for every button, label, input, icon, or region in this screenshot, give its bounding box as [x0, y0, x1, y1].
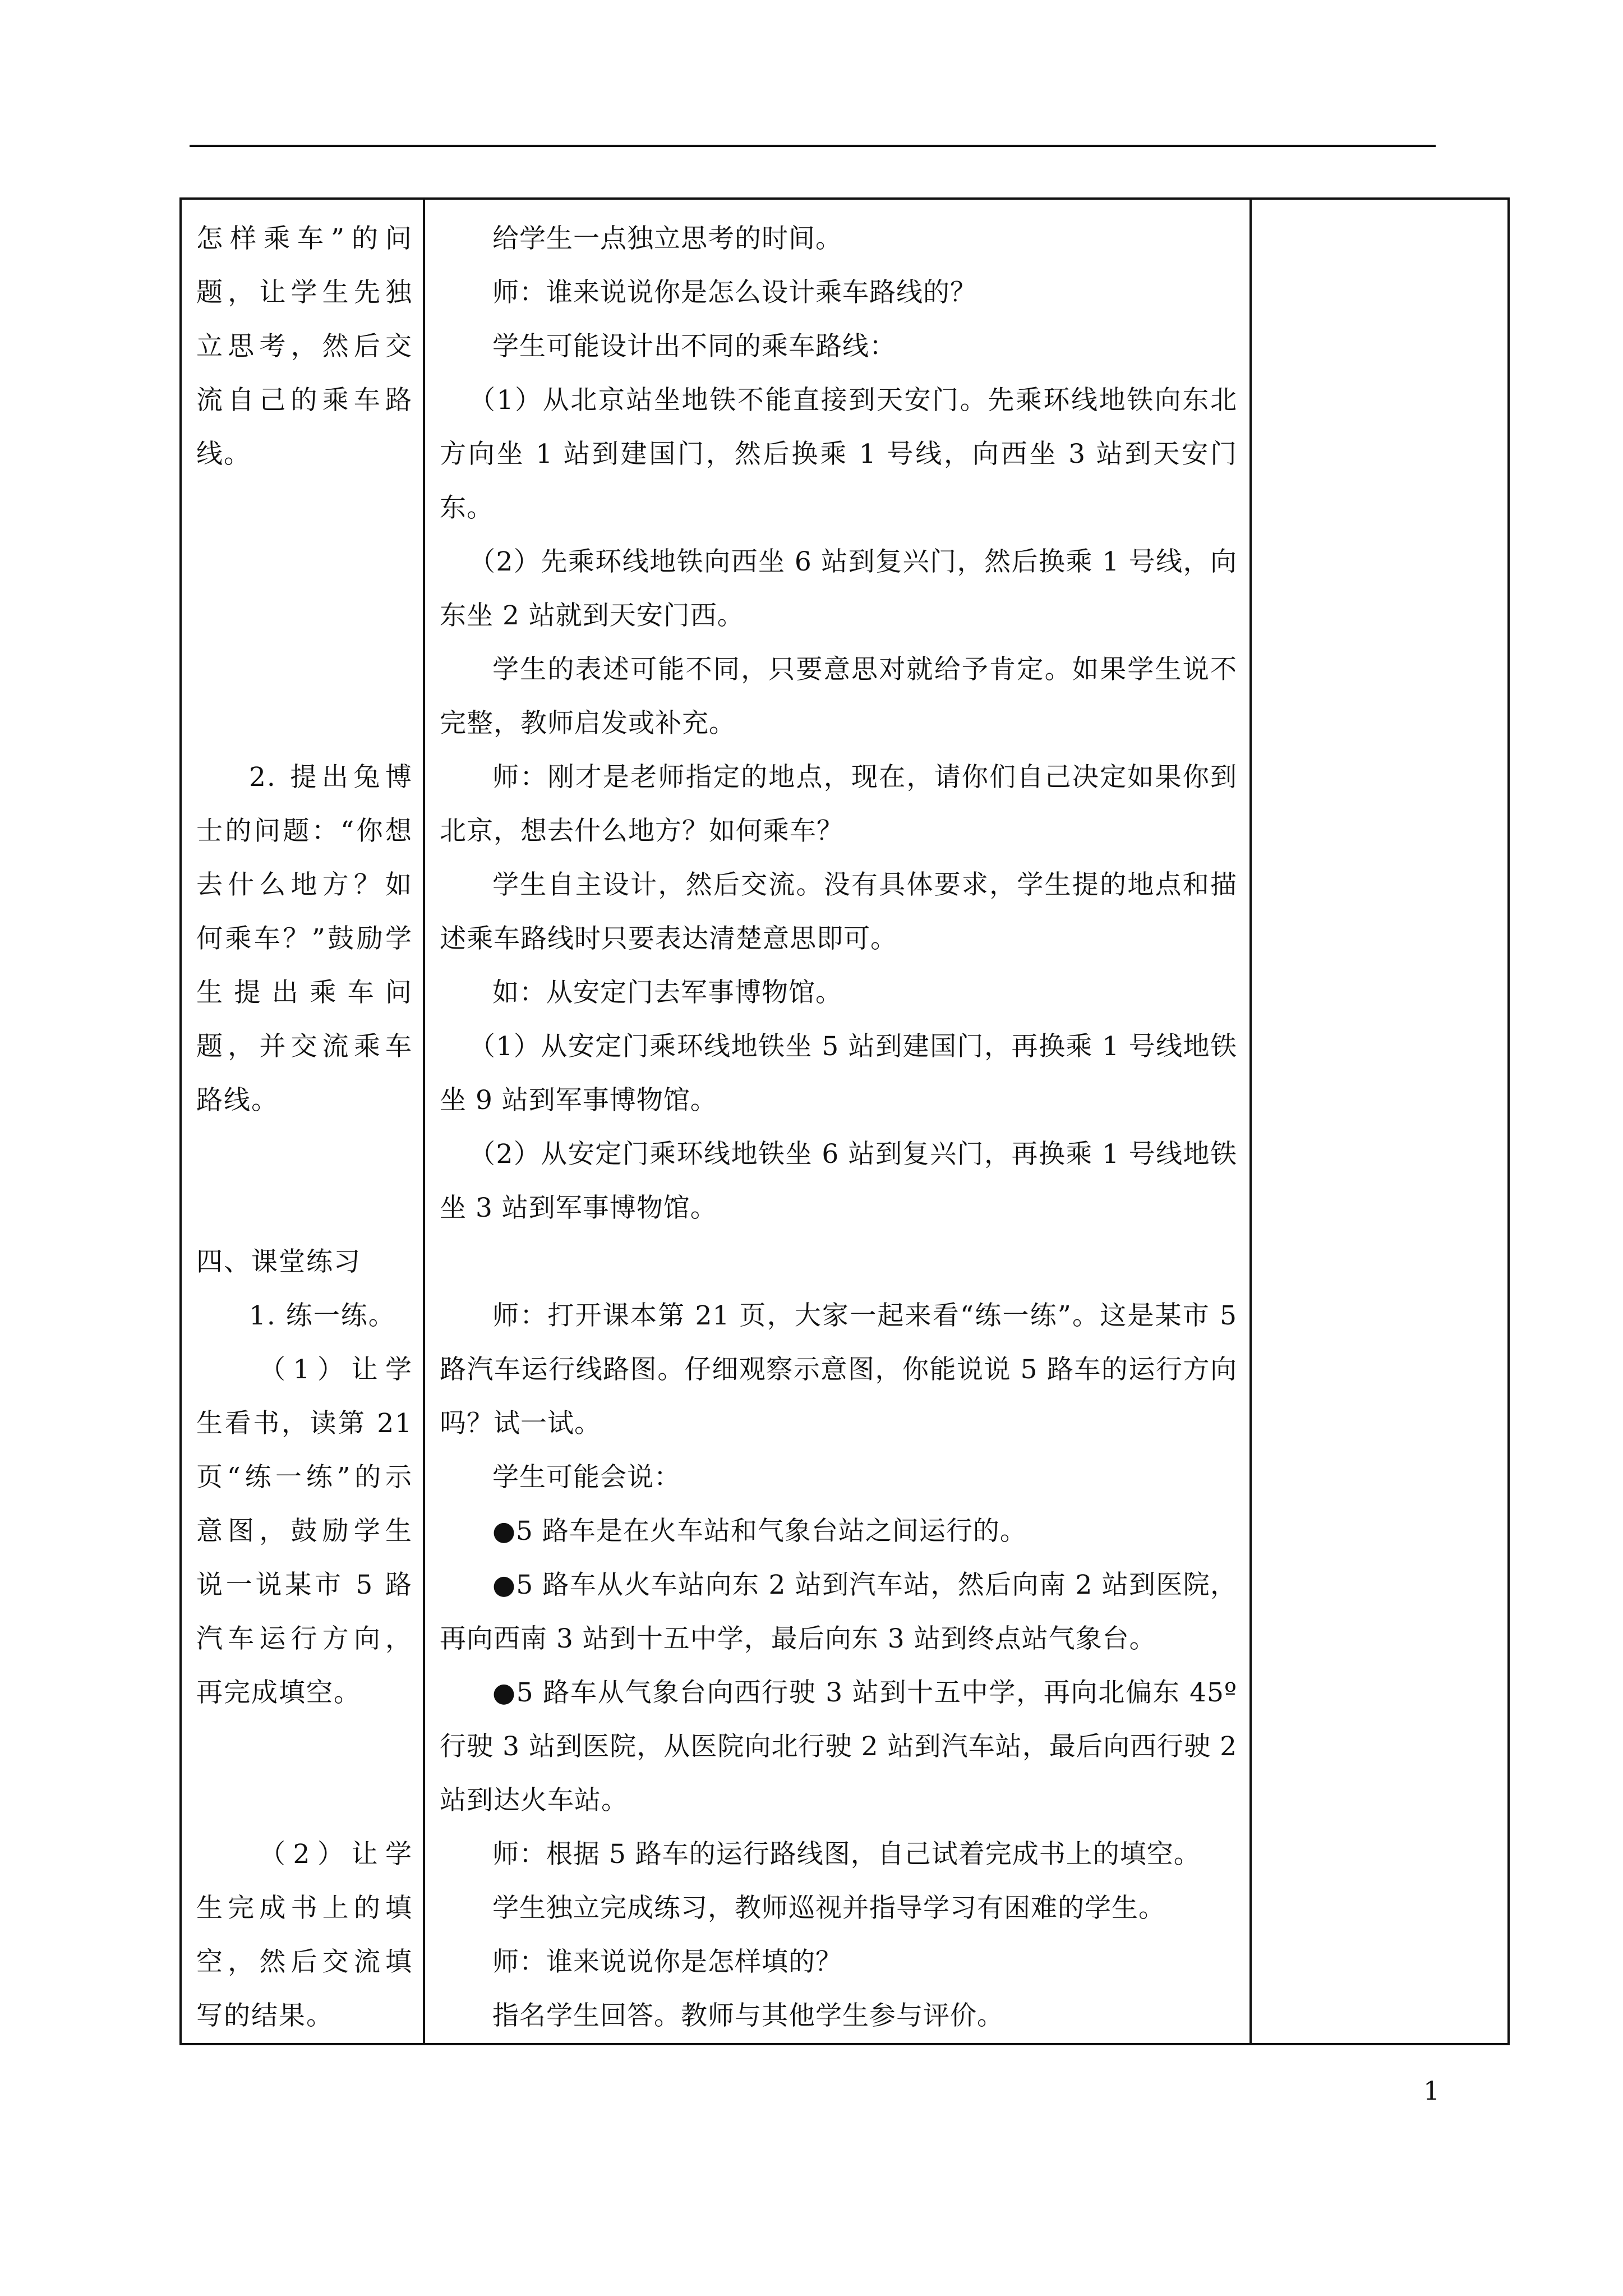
process-paragraph: 如：从安定门去军事博物馆。	[492, 977, 842, 1008]
process-paragraph: 给学生一点独立思考的时间。	[492, 223, 842, 254]
process-column	[424, 199, 1251, 2044]
header-rule	[190, 145, 1436, 147]
process-paragraph: （2）从安定门乘环线地铁坐 6 站到复兴门，再换乘 1 号线地铁坐 3 站到军事博物馆。	[440, 1139, 1237, 1223]
paragraph-spacer	[196, 589, 413, 643]
activity-paragraph: 四、课堂练习	[196, 1246, 361, 1277]
process-paragraph: 师：根据 5 路车的运行路线图，自己试着完成书上的填空。	[492, 1839, 1201, 1870]
activity-paragraph: 2. 提出兔博士的问题：“你想去什么地方？如何乘车？”鼓励学生提出乘车问题，并交流乘车路线。	[196, 762, 413, 1116]
paragraph-spacer	[440, 1235, 1237, 1289]
activity-paragraph: （2）让学生完成书上的填空，然后交流填写的结果。	[196, 1839, 413, 2031]
activity-paragraph: 怎样乘车”的问题，让学生先独立思考，然后交流自己的乘车路线。	[196, 223, 413, 470]
paragraph-spacer	[196, 1181, 413, 1235]
activity-column-content	[182, 200, 423, 2043]
process-paragraph: （2）先乘环线地铁向西坐 6 站到复兴门，然后换乘 1 号线，向东坐 2 站就到天安门西。	[440, 546, 1237, 631]
paragraph-spacer	[196, 481, 413, 535]
process-paragraph: （1）从安定门乘环线地铁坐 5 站到建国门，再换乘 1 号线地铁坐 9 站到军事博物馆。	[440, 1031, 1237, 1116]
notes-column	[1251, 199, 1509, 2044]
process-paragraph: ●5 路车从火车站向东 2 站到汽车站，然后向南 2 站到医院，再向西南 3 站到十五中学，最后向东 3 站到终点站气象台。	[440, 1570, 1237, 1654]
process-paragraph: 师：刚才是老师指定的地点，现在，请你们自己决定如果你到北京，想去什么地方？如何乘车？	[440, 762, 1237, 846]
process-paragraph: 学生独立完成练习，教师巡视并指导学习有困难的学生。	[492, 1893, 1165, 1924]
process-paragraph: 师：谁来说说你是怎么设计乘车路线的？	[492, 277, 977, 308]
activity-paragraph: 1. 练一练。	[249, 1300, 396, 1331]
paragraph-spacer	[196, 1128, 413, 1181]
process-paragraph: （1）从北京站坐地铁不能直接到天安门。先乘环线地铁向东北方向坐 1 站到建国门，然后换乘 1 号线，向西坐 3 站到天安门东。	[440, 385, 1237, 523]
process-paragraph: 师：谁来说说你是怎样填的？	[492, 1947, 842, 1977]
process-paragraph: 学生自主设计，然后交流。没有具体要求，学生提的地点和描述乘车路线时只要表达清楚意思即可。	[440, 869, 1237, 954]
table-row	[181, 199, 1509, 2044]
process-paragraph: 学生的表述可能不同，只要意思对就给予肯定。如果学生说不完整，教师启发或补充。	[440, 654, 1237, 739]
paragraph-spacer	[196, 1774, 413, 1828]
paragraph-spacer	[196, 643, 413, 697]
lesson-plan-table	[179, 197, 1510, 2045]
activity-paragraph: （1）让学生看书，读第 21 页“练一练”的示意图，鼓励学生说一说某市 5 路汽车运行方向，再完成填空。	[196, 1354, 413, 1708]
process-paragraph: 学生可能会说：	[492, 1462, 681, 1493]
paragraph-spacer	[196, 697, 413, 751]
process-paragraph: ●5 路车从气象台向西行驶 3 站到十五中学，再向北偏东 45º 行驶 3 站到医院，从医院向北行驶 2 站到汽车站，最后向西行驶 2 站到达火车站。	[440, 1677, 1237, 1816]
page-number: 1	[1423, 2076, 1440, 2106]
process-column-content	[425, 200, 1249, 2043]
process-paragraph: 师：打开课本第 21 页，大家一起来看“练一练”。这是某市 5 路汽车运行线路图。仔细观察示意图，你能说说 5 路车的运行方向吗？试一试。	[440, 1300, 1237, 1439]
process-paragraph: ●5 路车是在火车站和气象台站之间运行的。	[492, 1516, 1027, 1547]
process-paragraph: 指名学生回答。教师与其他学生参与评价。	[492, 2000, 1004, 2031]
activity-column	[181, 199, 424, 2044]
paragraph-spacer	[196, 535, 413, 589]
paragraph-spacer	[196, 1720, 413, 1774]
process-paragraph: 学生可能设计出不同的乘车路线：	[492, 331, 896, 362]
